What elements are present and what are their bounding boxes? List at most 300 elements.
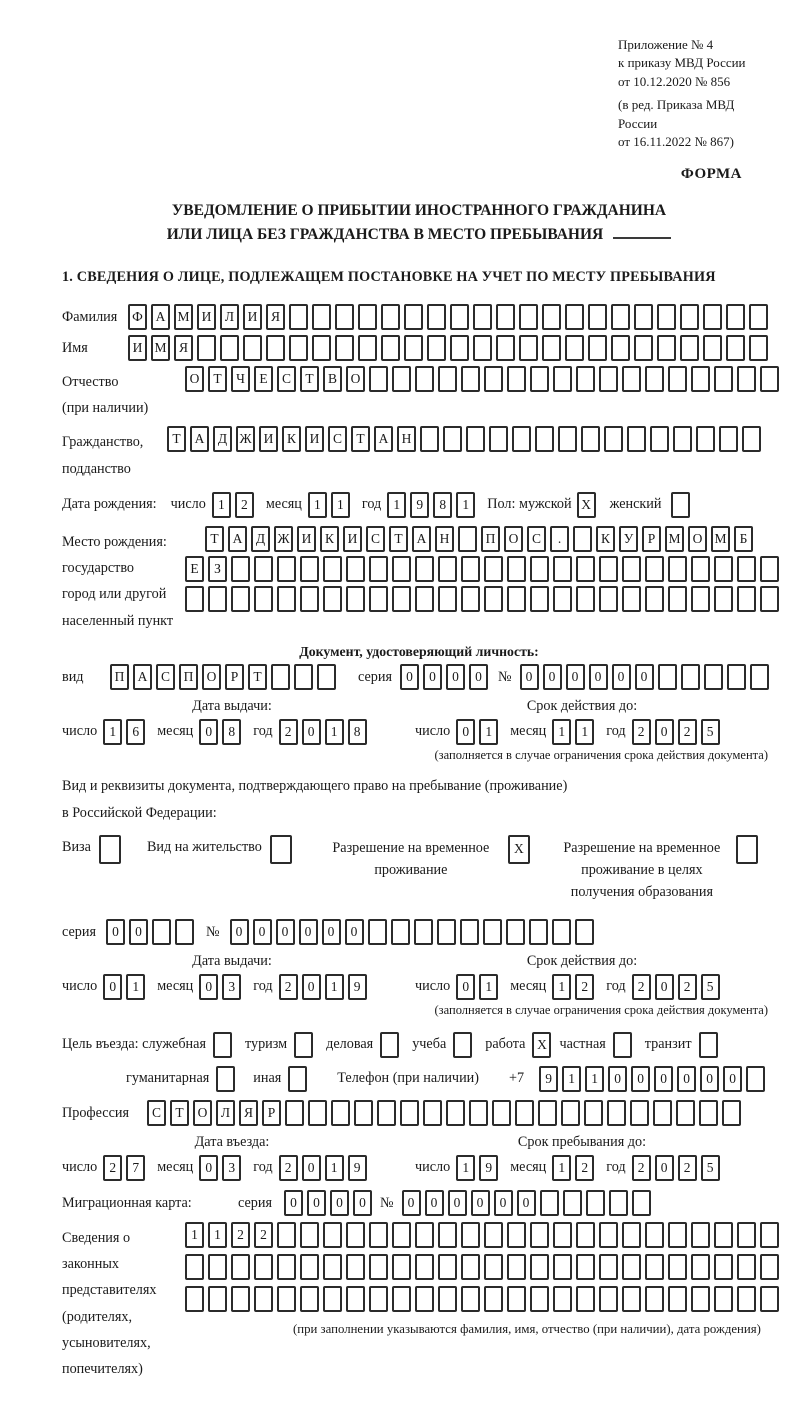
cell[interactable] (576, 586, 595, 612)
cell[interactable]: А (412, 526, 431, 552)
cell[interactable]: К (320, 526, 339, 552)
phone-cells[interactable] (539, 1066, 769, 1092)
cell[interactable] (563, 1190, 582, 1216)
cell[interactable]: 0 (103, 974, 122, 1000)
cell[interactable]: 0 (199, 719, 218, 745)
cell[interactable] (294, 664, 313, 690)
cell[interactable] (461, 1254, 480, 1280)
cell[interactable]: Н (397, 426, 416, 452)
cell[interactable] (473, 304, 492, 330)
cell[interactable] (358, 304, 377, 330)
cell[interactable] (696, 426, 715, 452)
doc-expiry-month-cells[interactable] (552, 719, 598, 745)
cell[interactable] (271, 664, 290, 690)
edu-permit-checkbox[interactable] (736, 835, 762, 864)
cell[interactable] (427, 335, 446, 361)
cell[interactable]: 0 (635, 664, 654, 690)
cell[interactable] (576, 1286, 595, 1312)
cell[interactable] (632, 1190, 651, 1216)
cell[interactable] (535, 426, 554, 452)
cell[interactable]: 2 (103, 1155, 122, 1181)
cell[interactable] (317, 664, 336, 690)
cell[interactable] (611, 335, 630, 361)
cell[interactable] (737, 1254, 756, 1280)
cell[interactable] (492, 1100, 511, 1126)
cell[interactable] (220, 335, 239, 361)
cell[interactable] (586, 1190, 605, 1216)
cell[interactable]: З (208, 556, 227, 582)
cell[interactable]: Е (185, 556, 204, 582)
cell[interactable] (285, 1100, 304, 1126)
cell[interactable]: 7 (126, 1155, 145, 1181)
cell[interactable]: 0 (655, 1155, 674, 1181)
cell[interactable] (415, 556, 434, 582)
cell[interactable] (288, 1066, 307, 1092)
cell[interactable] (300, 556, 319, 582)
cell[interactable] (392, 586, 411, 612)
cell[interactable] (335, 335, 354, 361)
cell[interactable]: С (366, 526, 385, 552)
stay-year-cells[interactable] (632, 1155, 724, 1181)
cell[interactable]: И (197, 304, 216, 330)
cell[interactable]: 9 (410, 492, 429, 518)
cell[interactable] (254, 586, 273, 612)
cell[interactable] (704, 664, 723, 690)
cell[interactable]: С (527, 526, 546, 552)
cell[interactable]: 0 (589, 664, 608, 690)
cell[interactable]: 0 (276, 919, 295, 945)
cell[interactable] (671, 492, 690, 518)
cell[interactable] (415, 586, 434, 612)
cell[interactable]: 0 (543, 664, 562, 690)
cell[interactable] (243, 335, 262, 361)
cell[interactable] (613, 1032, 632, 1058)
cell[interactable] (346, 1254, 365, 1280)
cell[interactable]: О (202, 664, 221, 690)
cell[interactable] (630, 1100, 649, 1126)
cell[interactable] (676, 1100, 695, 1126)
cell[interactable] (466, 426, 485, 452)
cell[interactable]: 0 (199, 1155, 218, 1181)
cell[interactable] (607, 1100, 626, 1126)
cell[interactable] (691, 366, 710, 392)
cell[interactable] (323, 556, 342, 582)
cell[interactable] (185, 586, 204, 612)
cell[interactable]: 2 (575, 1155, 594, 1181)
givenname-cells[interactable] (128, 335, 772, 361)
cell[interactable] (461, 586, 480, 612)
cell[interactable] (507, 556, 526, 582)
cell[interactable]: X (508, 835, 530, 864)
cell[interactable]: 1 (562, 1066, 581, 1092)
cell[interactable] (519, 304, 538, 330)
cell[interactable]: 3 (222, 974, 241, 1000)
cell[interactable] (254, 556, 273, 582)
cell[interactable]: 1 (479, 974, 498, 1000)
cell[interactable] (530, 586, 549, 612)
cell[interactable] (599, 1286, 618, 1312)
sex-male-checkbox[interactable] (577, 492, 600, 518)
cell[interactable] (726, 304, 745, 330)
cell[interactable] (658, 664, 677, 690)
purpose-other-checkbox[interactable] (288, 1066, 311, 1092)
cell[interactable]: 8 (433, 492, 452, 518)
cell[interactable]: М (711, 526, 730, 552)
cell[interactable]: 0 (655, 974, 674, 1000)
cell[interactable] (673, 426, 692, 452)
cell[interactable] (453, 1032, 472, 1058)
cell[interactable]: 1 (308, 492, 327, 518)
cell[interactable] (484, 586, 503, 612)
cell[interactable]: 0 (700, 1066, 719, 1092)
cell[interactable] (461, 366, 480, 392)
cell[interactable]: 0 (353, 1190, 372, 1216)
purpose-humanitarian-checkbox[interactable] (216, 1066, 239, 1092)
cell[interactable] (331, 1100, 350, 1126)
cell[interactable] (691, 586, 710, 612)
cell[interactable]: Ж (274, 526, 293, 552)
cell[interactable]: 0 (253, 919, 272, 945)
cell[interactable] (294, 1032, 313, 1058)
cell[interactable]: 1 (103, 719, 122, 745)
cell[interactable]: Я (174, 335, 193, 361)
cell[interactable]: 5 (701, 719, 720, 745)
cell[interactable]: Т (248, 664, 267, 690)
cell[interactable] (604, 426, 623, 452)
cell[interactable]: П (481, 526, 500, 552)
cell[interactable] (553, 1222, 572, 1248)
cell[interactable] (506, 919, 525, 945)
cell[interactable] (308, 1100, 327, 1126)
cell[interactable]: 2 (254, 1222, 273, 1248)
cell[interactable]: О (346, 366, 365, 392)
cell[interactable] (588, 335, 607, 361)
cell[interactable] (680, 335, 699, 361)
doc-issue-month-cells[interactable] (199, 719, 245, 745)
cell[interactable]: О (688, 526, 707, 552)
cell[interactable] (737, 556, 756, 582)
cell[interactable]: А (133, 664, 152, 690)
cell[interactable]: К (282, 426, 301, 452)
cell[interactable] (760, 366, 779, 392)
representatives-cells-1[interactable] (185, 1222, 783, 1248)
cell[interactable] (737, 366, 756, 392)
cell[interactable] (368, 919, 387, 945)
cell[interactable] (576, 1222, 595, 1248)
cell[interactable] (507, 1222, 526, 1248)
cell[interactable] (530, 1254, 549, 1280)
purpose-tourism-checkbox[interactable] (294, 1032, 317, 1058)
cell[interactable]: 0 (612, 664, 631, 690)
cell[interactable] (760, 1222, 779, 1248)
surname-cells[interactable] (128, 304, 772, 330)
cell[interactable] (714, 1286, 733, 1312)
cell[interactable]: 1 (552, 719, 571, 745)
cell[interactable]: Я (239, 1100, 258, 1126)
cell[interactable] (484, 366, 503, 392)
cell[interactable] (576, 366, 595, 392)
cell[interactable] (446, 1100, 465, 1126)
cell[interactable] (300, 1222, 319, 1248)
cell[interactable] (254, 1254, 273, 1280)
cell[interactable] (599, 366, 618, 392)
cell[interactable] (680, 304, 699, 330)
cell[interactable] (622, 556, 641, 582)
birthplace-cells-1[interactable] (205, 526, 783, 552)
cell[interactable] (381, 335, 400, 361)
birth-year-cells[interactable] (387, 492, 479, 518)
cell[interactable]: А (228, 526, 247, 552)
cell[interactable] (599, 586, 618, 612)
cell[interactable] (415, 1286, 434, 1312)
cell[interactable] (737, 1222, 756, 1248)
cell[interactable] (392, 1254, 411, 1280)
cell[interactable] (484, 1222, 503, 1248)
cell[interactable]: 0 (106, 919, 125, 945)
cell[interactable]: 2 (235, 492, 254, 518)
cell[interactable] (760, 1254, 779, 1280)
cell[interactable] (657, 335, 676, 361)
cell[interactable]: 0 (307, 1190, 326, 1216)
cell[interactable]: 2 (231, 1222, 250, 1248)
cell[interactable] (719, 426, 738, 452)
cell[interactable]: А (190, 426, 209, 452)
permit-issue-day-cells[interactable] (103, 974, 149, 1000)
cell[interactable] (714, 366, 733, 392)
cell[interactable]: 0 (330, 1190, 349, 1216)
cell[interactable]: 0 (322, 919, 341, 945)
cell[interactable] (216, 1066, 235, 1092)
cell[interactable]: Д (251, 526, 270, 552)
cell[interactable] (346, 1222, 365, 1248)
purpose-business-checkbox[interactable] (213, 1032, 236, 1058)
cell[interactable] (208, 1254, 227, 1280)
cell[interactable]: 5 (701, 1155, 720, 1181)
cell[interactable]: И (343, 526, 362, 552)
cell[interactable] (645, 1254, 664, 1280)
cell[interactable] (553, 366, 572, 392)
cell[interactable]: 1 (552, 1155, 571, 1181)
cell[interactable]: 0 (302, 719, 321, 745)
cell[interactable]: 1 (456, 492, 475, 518)
cell[interactable]: Т (208, 366, 227, 392)
purpose-work-checkbox[interactable] (532, 1032, 555, 1058)
cell[interactable]: 6 (126, 719, 145, 745)
cell[interactable]: 2 (279, 1155, 298, 1181)
cell[interactable] (622, 586, 641, 612)
cell[interactable]: 0 (677, 1066, 696, 1092)
cell[interactable] (369, 1286, 388, 1312)
cell[interactable] (529, 919, 548, 945)
cell[interactable]: О (185, 366, 204, 392)
cell[interactable]: 0 (723, 1066, 742, 1092)
cell[interactable] (369, 1254, 388, 1280)
doc-issue-day-cells[interactable] (103, 719, 149, 745)
cell[interactable] (634, 335, 653, 361)
purpose-private-checkbox[interactable] (613, 1032, 636, 1058)
cell[interactable] (427, 304, 446, 330)
cell[interactable]: Д (213, 426, 232, 452)
cell[interactable] (714, 586, 733, 612)
cell[interactable]: У (619, 526, 638, 552)
doc-issue-year-cells[interactable] (279, 719, 371, 745)
cell[interactable] (404, 304, 423, 330)
doc-type-cells[interactable] (110, 664, 340, 690)
cell[interactable] (369, 556, 388, 582)
cell[interactable]: А (151, 304, 170, 330)
cell[interactable] (530, 556, 549, 582)
cell[interactable]: 2 (632, 1155, 651, 1181)
cell[interactable] (277, 1254, 296, 1280)
residence-permit-checkbox[interactable] (270, 835, 296, 864)
cell[interactable]: 9 (348, 974, 367, 1000)
cell[interactable] (346, 556, 365, 582)
representatives-cells-3[interactable] (185, 1286, 783, 1312)
cell[interactable] (507, 1254, 526, 1280)
cell[interactable]: . (550, 526, 569, 552)
cell[interactable] (438, 556, 457, 582)
birthplace-cells-3[interactable] (185, 586, 783, 612)
cell[interactable] (438, 1254, 457, 1280)
cell[interactable] (703, 304, 722, 330)
cell[interactable]: 0 (448, 1190, 467, 1216)
cell[interactable]: 1 (208, 1222, 227, 1248)
cell[interactable] (553, 586, 572, 612)
cell[interactable] (392, 1286, 411, 1312)
cell[interactable] (622, 1222, 641, 1248)
cell[interactable] (391, 919, 410, 945)
cell[interactable] (392, 1222, 411, 1248)
cell[interactable] (691, 556, 710, 582)
doc-expiry-year-cells[interactable] (632, 719, 724, 745)
cell[interactable] (458, 526, 477, 552)
cell[interactable] (185, 1286, 204, 1312)
cell[interactable]: С (328, 426, 347, 452)
cell[interactable] (415, 366, 434, 392)
cell[interactable]: Л (220, 304, 239, 330)
cell[interactable] (323, 1254, 342, 1280)
cell[interactable] (437, 919, 456, 945)
cell[interactable] (438, 366, 457, 392)
cell[interactable] (507, 366, 526, 392)
permit-expiry-year-cells[interactable] (632, 974, 724, 1000)
cell[interactable] (461, 1286, 480, 1312)
cell[interactable] (231, 586, 250, 612)
cell[interactable] (736, 835, 758, 864)
cell[interactable] (461, 556, 480, 582)
cell[interactable]: Я (266, 304, 285, 330)
stay-month-cells[interactable] (552, 1155, 598, 1181)
cell[interactable]: 1 (325, 719, 344, 745)
cell[interactable] (213, 1032, 232, 1058)
cell[interactable]: X (577, 492, 596, 518)
cell[interactable]: 0 (631, 1066, 650, 1092)
cell[interactable]: 0 (302, 974, 321, 1000)
cell[interactable]: 5 (701, 974, 720, 1000)
cell[interactable] (553, 556, 572, 582)
cell[interactable] (175, 919, 194, 945)
cell[interactable] (645, 556, 664, 582)
cell[interactable] (99, 835, 121, 864)
cell[interactable]: М (665, 526, 684, 552)
cell[interactable] (727, 664, 746, 690)
cell[interactable]: М (151, 335, 170, 361)
cell[interactable]: 0 (425, 1190, 444, 1216)
cell[interactable] (750, 664, 769, 690)
cell[interactable] (650, 426, 669, 452)
cell[interactable]: В (323, 366, 342, 392)
permit-series-cells[interactable] (106, 919, 198, 945)
cell[interactable]: 1 (185, 1222, 204, 1248)
cell[interactable] (552, 919, 571, 945)
cell[interactable]: Ж (236, 426, 255, 452)
cell[interactable] (277, 1286, 296, 1312)
representatives-cells-2[interactable] (185, 1254, 783, 1280)
cell[interactable]: 1 (479, 719, 498, 745)
cell[interactable] (277, 1222, 296, 1248)
cell[interactable] (496, 304, 515, 330)
cell[interactable] (197, 335, 216, 361)
cell[interactable] (581, 426, 600, 452)
cell[interactable] (450, 304, 469, 330)
cell[interactable]: 0 (402, 1190, 421, 1216)
temp-permit-checkbox[interactable] (508, 835, 534, 864)
cell[interactable] (266, 335, 285, 361)
cell[interactable]: 9 (479, 1155, 498, 1181)
cell[interactable] (668, 366, 687, 392)
cell[interactable] (575, 919, 594, 945)
cell[interactable] (323, 1222, 342, 1248)
cell[interactable]: 0 (230, 919, 249, 945)
doc-series-cells[interactable] (400, 664, 492, 690)
cell[interactable] (392, 366, 411, 392)
cell[interactable] (415, 1222, 434, 1248)
cell[interactable]: Т (351, 426, 370, 452)
cell[interactable] (438, 586, 457, 612)
cell[interactable]: 0 (471, 1190, 490, 1216)
cell[interactable]: Т (389, 526, 408, 552)
cell[interactable] (380, 1032, 399, 1058)
cell[interactable]: 0 (199, 974, 218, 1000)
cell[interactable]: С (147, 1100, 166, 1126)
cell[interactable] (423, 1100, 442, 1126)
cell[interactable] (627, 426, 646, 452)
permit-number-cells[interactable] (230, 919, 598, 945)
cell[interactable] (335, 304, 354, 330)
cell[interactable]: 1 (212, 492, 231, 518)
permit-expiry-month-cells[interactable] (552, 974, 598, 1000)
cell[interactable]: 0 (400, 664, 419, 690)
cell[interactable]: Т (300, 366, 319, 392)
cell[interactable]: М (174, 304, 193, 330)
birth-month-cells[interactable] (308, 492, 354, 518)
cell[interactable] (289, 335, 308, 361)
cell[interactable]: 0 (302, 1155, 321, 1181)
cell[interactable] (622, 366, 641, 392)
cell[interactable]: 0 (517, 1190, 536, 1216)
cell[interactable]: 1 (126, 974, 145, 1000)
cell[interactable] (512, 426, 531, 452)
cell[interactable]: 2 (575, 974, 594, 1000)
cell[interactable]: 3 (222, 1155, 241, 1181)
cell[interactable] (414, 919, 433, 945)
cell[interactable]: 2 (678, 974, 697, 1000)
cell[interactable] (668, 556, 687, 582)
cell[interactable] (634, 304, 653, 330)
cell[interactable] (703, 335, 722, 361)
cell[interactable] (484, 1254, 503, 1280)
cell[interactable] (553, 1254, 572, 1280)
